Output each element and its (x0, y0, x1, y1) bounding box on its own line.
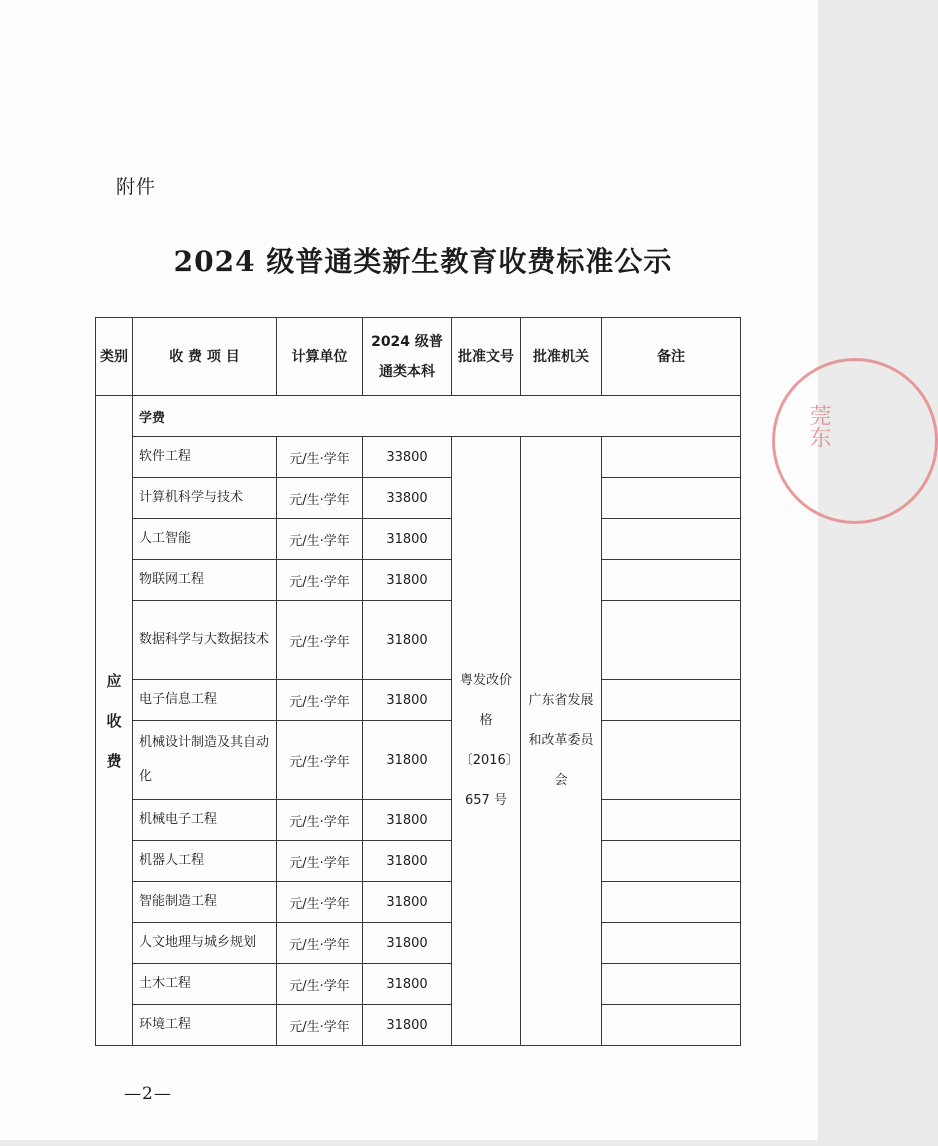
table-row (96, 560, 741, 601)
header-approval-doc: 批准文号 (452, 318, 521, 396)
table-row (96, 601, 741, 680)
fee-unit: 元/生·学年 (277, 519, 363, 560)
fee-unit: 元/生·学年 (277, 478, 363, 519)
table-row (96, 437, 741, 478)
fee-item-name: 土木工程 (133, 964, 277, 1005)
fee-item-name: 电子信息工程 (133, 680, 277, 721)
fee-price: 31800 (363, 560, 452, 601)
header-price: 2024 级普通类本科 (363, 318, 452, 396)
approval-document-number: 粤发改价格〔2016〕657 号 (452, 437, 521, 1046)
table-header-row (96, 318, 741, 396)
fee-unit: 元/生·学年 (277, 800, 363, 841)
fee-price: 31800 (363, 1005, 452, 1046)
fee-remark (602, 560, 741, 601)
fee-item-name: 数据科学与大数据技术 (133, 601, 277, 680)
category-cell (96, 396, 133, 1046)
table-row (96, 680, 741, 721)
table-row (96, 841, 741, 882)
fee-remark (602, 923, 741, 964)
fee-item-name: 机械电子工程 (133, 800, 277, 841)
fee-price: 31800 (363, 923, 452, 964)
fee-item-name: 物联网工程 (133, 560, 277, 601)
fee-item-name: 人文地理与城乡规划 (133, 923, 277, 964)
fee-remark (602, 721, 741, 800)
fee-item-name: 机器人工程 (133, 841, 277, 882)
fee-item-name: 人工智能 (133, 519, 277, 560)
header-unit: 计算单位 (277, 318, 363, 396)
fee-remark (602, 964, 741, 1005)
table-row (96, 1005, 741, 1046)
fee-remark (602, 1005, 741, 1046)
fee-price: 31800 (363, 680, 452, 721)
category-label: 应收费 (106, 671, 122, 770)
section-row (96, 396, 741, 437)
fee-price: 31800 (363, 841, 452, 882)
attachment-label: 附件 (116, 176, 157, 198)
page-title: 2024 级普通类新生教育收费标准公示 (173, 245, 673, 278)
seal-lettering: 莞东 (806, 404, 831, 448)
fee-price: 31800 (363, 601, 452, 680)
fee-remark (602, 519, 741, 560)
fee-item-name: 计算机科学与技术 (133, 478, 277, 519)
fee-price: 31800 (363, 964, 452, 1005)
fee-table (95, 317, 741, 1046)
fee-price: 31800 (363, 800, 452, 841)
fee-remark (602, 882, 741, 923)
fee-item-name: 软件工程 (133, 437, 277, 478)
fee-remark (602, 437, 741, 478)
table-row (96, 800, 741, 841)
fee-unit: 元/生·学年 (277, 841, 363, 882)
fee-item-name: 智能制造工程 (133, 882, 277, 923)
fee-unit: 元/生·学年 (277, 964, 363, 1005)
header-type: 类别 (96, 318, 133, 396)
fee-price: 33800 (363, 478, 452, 519)
fee-price: 31800 (363, 519, 452, 560)
fee-unit: 元/生·学年 (277, 1005, 363, 1046)
fee-unit: 元/生·学年 (277, 923, 363, 964)
fee-price: 33800 (363, 437, 452, 478)
fee-remark (602, 601, 741, 680)
fee-unit: 元/生·学年 (277, 721, 363, 800)
table-row (96, 519, 741, 560)
section-title: 学费 (133, 396, 741, 437)
table-row (96, 964, 741, 1005)
header-remarks: 备注 (602, 318, 741, 396)
table-row (96, 882, 741, 923)
fee-price: 31800 (363, 882, 452, 923)
table-row (96, 721, 741, 800)
header-authority: 批准机关 (521, 318, 602, 396)
fee-unit: 元/生·学年 (277, 882, 363, 923)
fee-item-name: 机械设计制造及其自动化 (133, 721, 277, 800)
fee-unit: 元/生·学年 (277, 560, 363, 601)
page-number: —2— (124, 1084, 172, 1104)
fee-remark (602, 680, 741, 721)
fee-item-name: 环境工程 (133, 1005, 277, 1046)
fee-remark (602, 800, 741, 841)
fee-unit: 元/生·学年 (277, 601, 363, 680)
fee-remark (602, 478, 741, 519)
table-row (96, 478, 741, 519)
fee-price: 31800 (363, 721, 452, 800)
fee-unit: 元/生·学年 (277, 680, 363, 721)
fee-unit: 元/生·学年 (277, 437, 363, 478)
header-item: 收 费 项 目 (133, 318, 277, 396)
fee-remark (602, 841, 741, 882)
approval-authority: 广东省发展和改革委员会 (521, 437, 602, 1046)
table-row (96, 923, 741, 964)
